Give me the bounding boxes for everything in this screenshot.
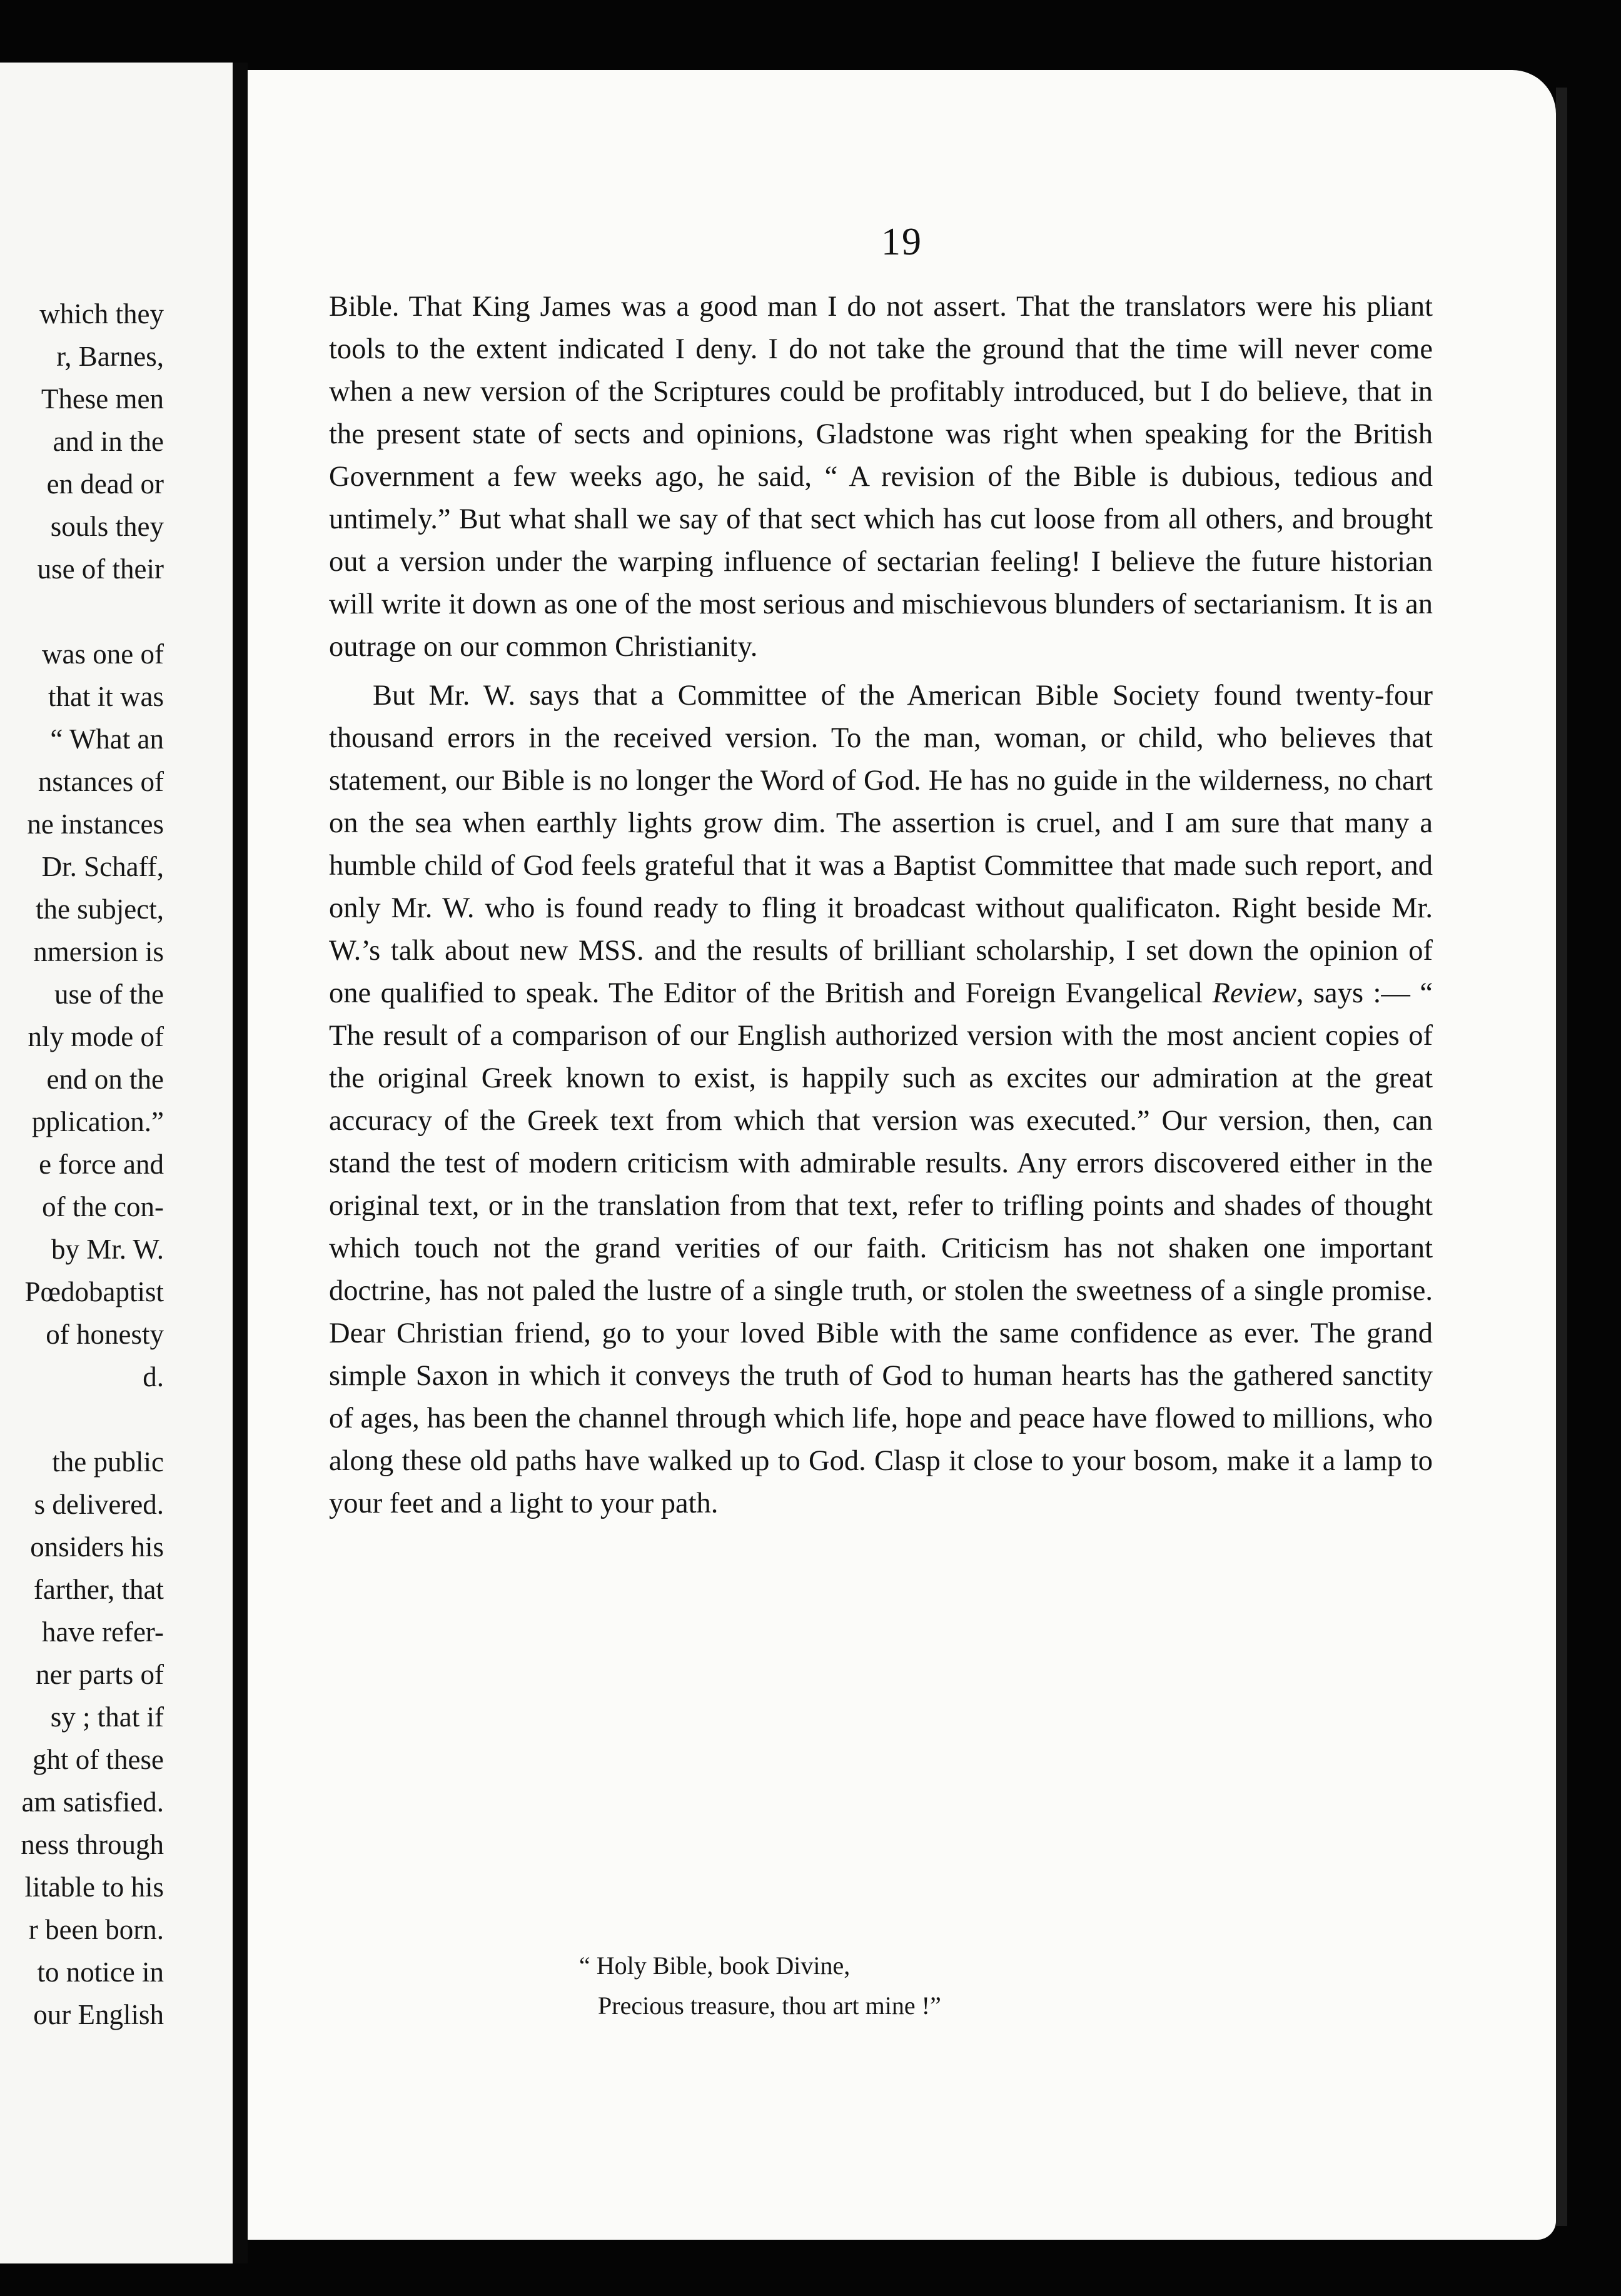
- left-page-line: souls they: [50, 511, 164, 542]
- left-page-line: d.: [143, 1361, 164, 1392]
- left-page-line: en dead or: [46, 468, 164, 500]
- left-page-line: that it was: [48, 681, 164, 712]
- left-page-line: sy ; that if: [50, 1701, 164, 1733]
- left-page-line: have refer-: [41, 1616, 164, 1648]
- hymn-line-2: Precious treasure, thou art mine !”: [598, 1991, 941, 2020]
- left-page-line: pplication.”: [31, 1106, 164, 1137]
- left-page-line: end on the: [46, 1064, 164, 1095]
- left-page-gap: [0, 1398, 164, 1441]
- paragraph-2-text-start: But Mr. W. says that a Committee of the American Bible Society found twenty-four thousand errors in the received version. To the man, woman, or child, who believes that statement, our Bible is no longer the Word of God. He has no guide in the wilderness, no chart on the sea when earthly lights grow dim. The assertion is cruel, and I am sure that many a humble child of God feels grateful that it was a Baptist Committee that made such report, and only Mr. W. who is found ready to fling it broadcast without qualificaton. Right beside Mr. W.’s talk about new MSS. and the results of brilliant scholarship, I set down the opinion of one qualified to speak. The Editor of the British and Foreign Evangelical: [329, 680, 1433, 1009]
- hymn-line-1: “ Holy Bible, book Divine,: [579, 1951, 851, 1980]
- hymn-quotation: [579, 1946, 941, 2026]
- left-page-line: was one of: [42, 638, 164, 670]
- review-title-italic: Review: [1212, 977, 1296, 1009]
- left-page-line: am satisfied.: [21, 1786, 164, 1818]
- left-page-line: nmersion is: [33, 936, 164, 967]
- left-page-line: e force and: [39, 1149, 164, 1180]
- left-page-line: ght of these: [33, 1744, 164, 1775]
- left-page-line: litable to his: [24, 1871, 164, 1903]
- left-page-line: nly mode of: [28, 1021, 164, 1052]
- left-page-line: Dr. Schaff,: [41, 851, 164, 882]
- left-page-gap: [0, 590, 164, 633]
- left-page-line: r, Barnes,: [56, 341, 164, 372]
- left-page-line: of honesty: [46, 1319, 164, 1350]
- left-page-line: by Mr. W.: [51, 1234, 164, 1265]
- left-page-line: Pœdobaptist: [24, 1276, 164, 1307]
- paragraph-2: [329, 675, 1433, 1525]
- left-facing-page: [0, 63, 233, 2263]
- page-number: 19: [881, 221, 922, 263]
- left-page-line: the public: [52, 1446, 164, 1478]
- left-page-line: use of the: [54, 979, 164, 1010]
- left-page-line: r been born.: [28, 1914, 164, 1945]
- left-page-line: “ What an: [50, 723, 164, 755]
- left-page-line: the subject,: [36, 894, 164, 925]
- book-gutter: [233, 63, 248, 2263]
- left-page-line: These men: [41, 383, 164, 415]
- left-page-line: use of their: [37, 553, 164, 585]
- page-edge-shadow: [1556, 88, 1567, 2226]
- paragraph-1: Bible. That King James was a good man I do not assert. That the translators were his pliant tools to the extent indicated I deny. I do not take the ground that the time will never come when a new version of the Scriptures could be profitably introduced, but I do believe, that in the present state of sects and opinions, Gladstone was right when speaking for the British Government a few weeks ago, he said, “ A revision of the Bible is dubious, tedious and untimely.” But what shall we say of that sect which has cut loose from all others, and brought out a version under the warping influence of sectarian feeling! I believe the future historian will write it down as one of the most serious and mischievous blunders of sectarianism. It is an outrage on our common Christianity.: [329, 291, 1433, 663]
- left-page-line: onsiders his: [30, 1531, 164, 1563]
- left-page-line: nstances of: [38, 766, 164, 797]
- left-page-line: ne instances: [27, 808, 164, 840]
- page-body: [329, 286, 1433, 1525]
- left-page-text-column: [0, 293, 164, 2036]
- left-page-line: of the con-: [42, 1191, 164, 1222]
- left-page-line: ner parts of: [36, 1659, 164, 1690]
- paragraph-2-text-end: , says :— “ The result of a comparison of our English authorized version with the most ancient copies of the original Greek known to exist, is happily such as excites our admiration at the great accuracy of the Greek text from which that version was executed.” Our version, then, can stand the test of modern criticism with admirable results. Any errors discovered either in the original text, or in the translation from that text, refer to trifling points and shades of thought which touch not the grand verities of our faith. Criticism has not shaken one important doctrine, has not paled the lustre of a single truth, or stolen the sweetness of a single promise. Dear Christian friend, go to your loved Bible with the same confidence as ever. The grand simple Saxon in which it conveys the truth of God to human hearts has the gathered sanctity of ages, has been the channel through which life, hope and peace have flowed to millions, who along these old paths have walked up to God. Clasp it close to your bosom, make it a lamp to your feet and a light to your path.: [329, 977, 1433, 1519]
- left-page-line: which they: [39, 298, 164, 330]
- left-page-line: s delivered.: [34, 1489, 164, 1520]
- right-page: [248, 70, 1556, 2240]
- left-page-line: farther, that: [33, 1574, 164, 1605]
- left-page-line: ness through: [21, 1829, 164, 1860]
- left-page-line: our English: [33, 1999, 164, 2030]
- left-page-line: and in the: [53, 426, 164, 457]
- left-page-line: to notice in: [37, 1956, 164, 1988]
